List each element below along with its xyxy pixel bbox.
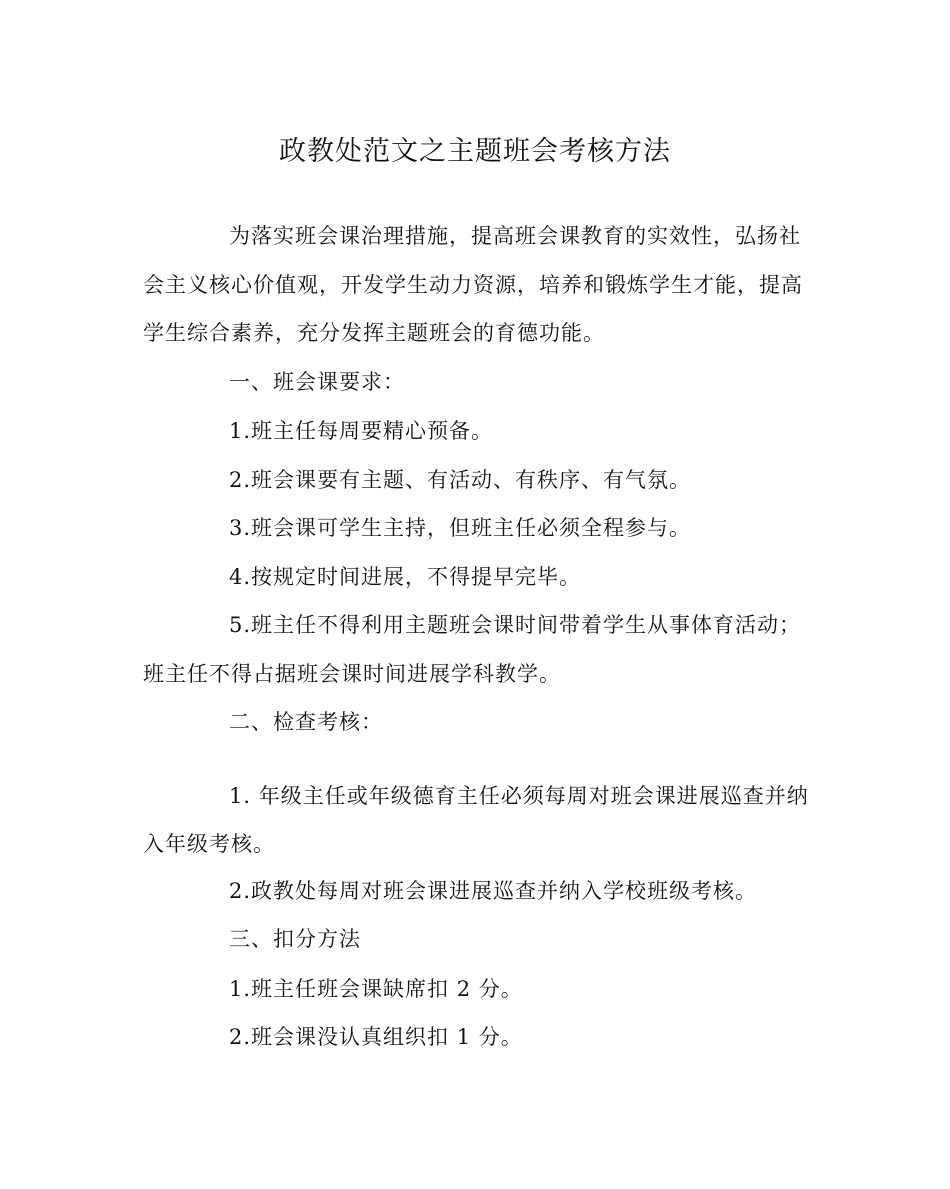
section-1-item-5: 5.班主任不得利用主题班会课时间带着学生从事体育活动； xyxy=(229,613,802,637)
section-3-heading: 三、扣分方法 xyxy=(229,927,361,951)
section-1-item-4: 4.按规定时间进展，不得提早完毕。 xyxy=(229,565,582,589)
section-1-item-3: 3.班会课可学生主持，但班主任必须全程参与。 xyxy=(229,516,692,540)
intro-line-1: 为落实班会课治理措施，提高班会课教育的实效性，弘扬社 xyxy=(229,224,801,248)
section-3-item-1: 1.班主任班会课缺席扣 2 分。 xyxy=(229,977,523,1001)
section-1-item-1: 1.班主任每周要精心预备。 xyxy=(229,419,494,443)
section-2-item-1-line-1: 1. 年级主任或年级德育主任必须每周对班会课进展巡查并纳 xyxy=(229,784,809,808)
section-2-heading: 二、检查考核： xyxy=(229,710,383,734)
section-1-item-5-continued: 班主任不得占据班会课时间进展学科教学。 xyxy=(143,662,561,686)
intro-line-3: 学生综合素养，充分发挥主题班会的育德功能。 xyxy=(143,321,605,345)
document-title: 政教处范文之主题班会考核方法 xyxy=(279,136,671,167)
section-3-item-2: 2.班会课没认真组织扣 1 分。 xyxy=(229,1025,523,1049)
section-1-item-2: 2.班会课要有主题、有活动、有秩序、有气氛。 xyxy=(229,468,692,492)
section-2-item-1-line-2: 入年级考核。 xyxy=(143,832,275,856)
section-2-item-2: 2.政教处每周对班会课进展巡查并纳入学校班级考核。 xyxy=(229,879,758,903)
intro-line-2: 会主义核心价值观，开发学生动力资源，培养和锻炼学生才能，提高 xyxy=(143,273,803,297)
section-1-heading: 一、班会课要求： xyxy=(229,370,405,394)
